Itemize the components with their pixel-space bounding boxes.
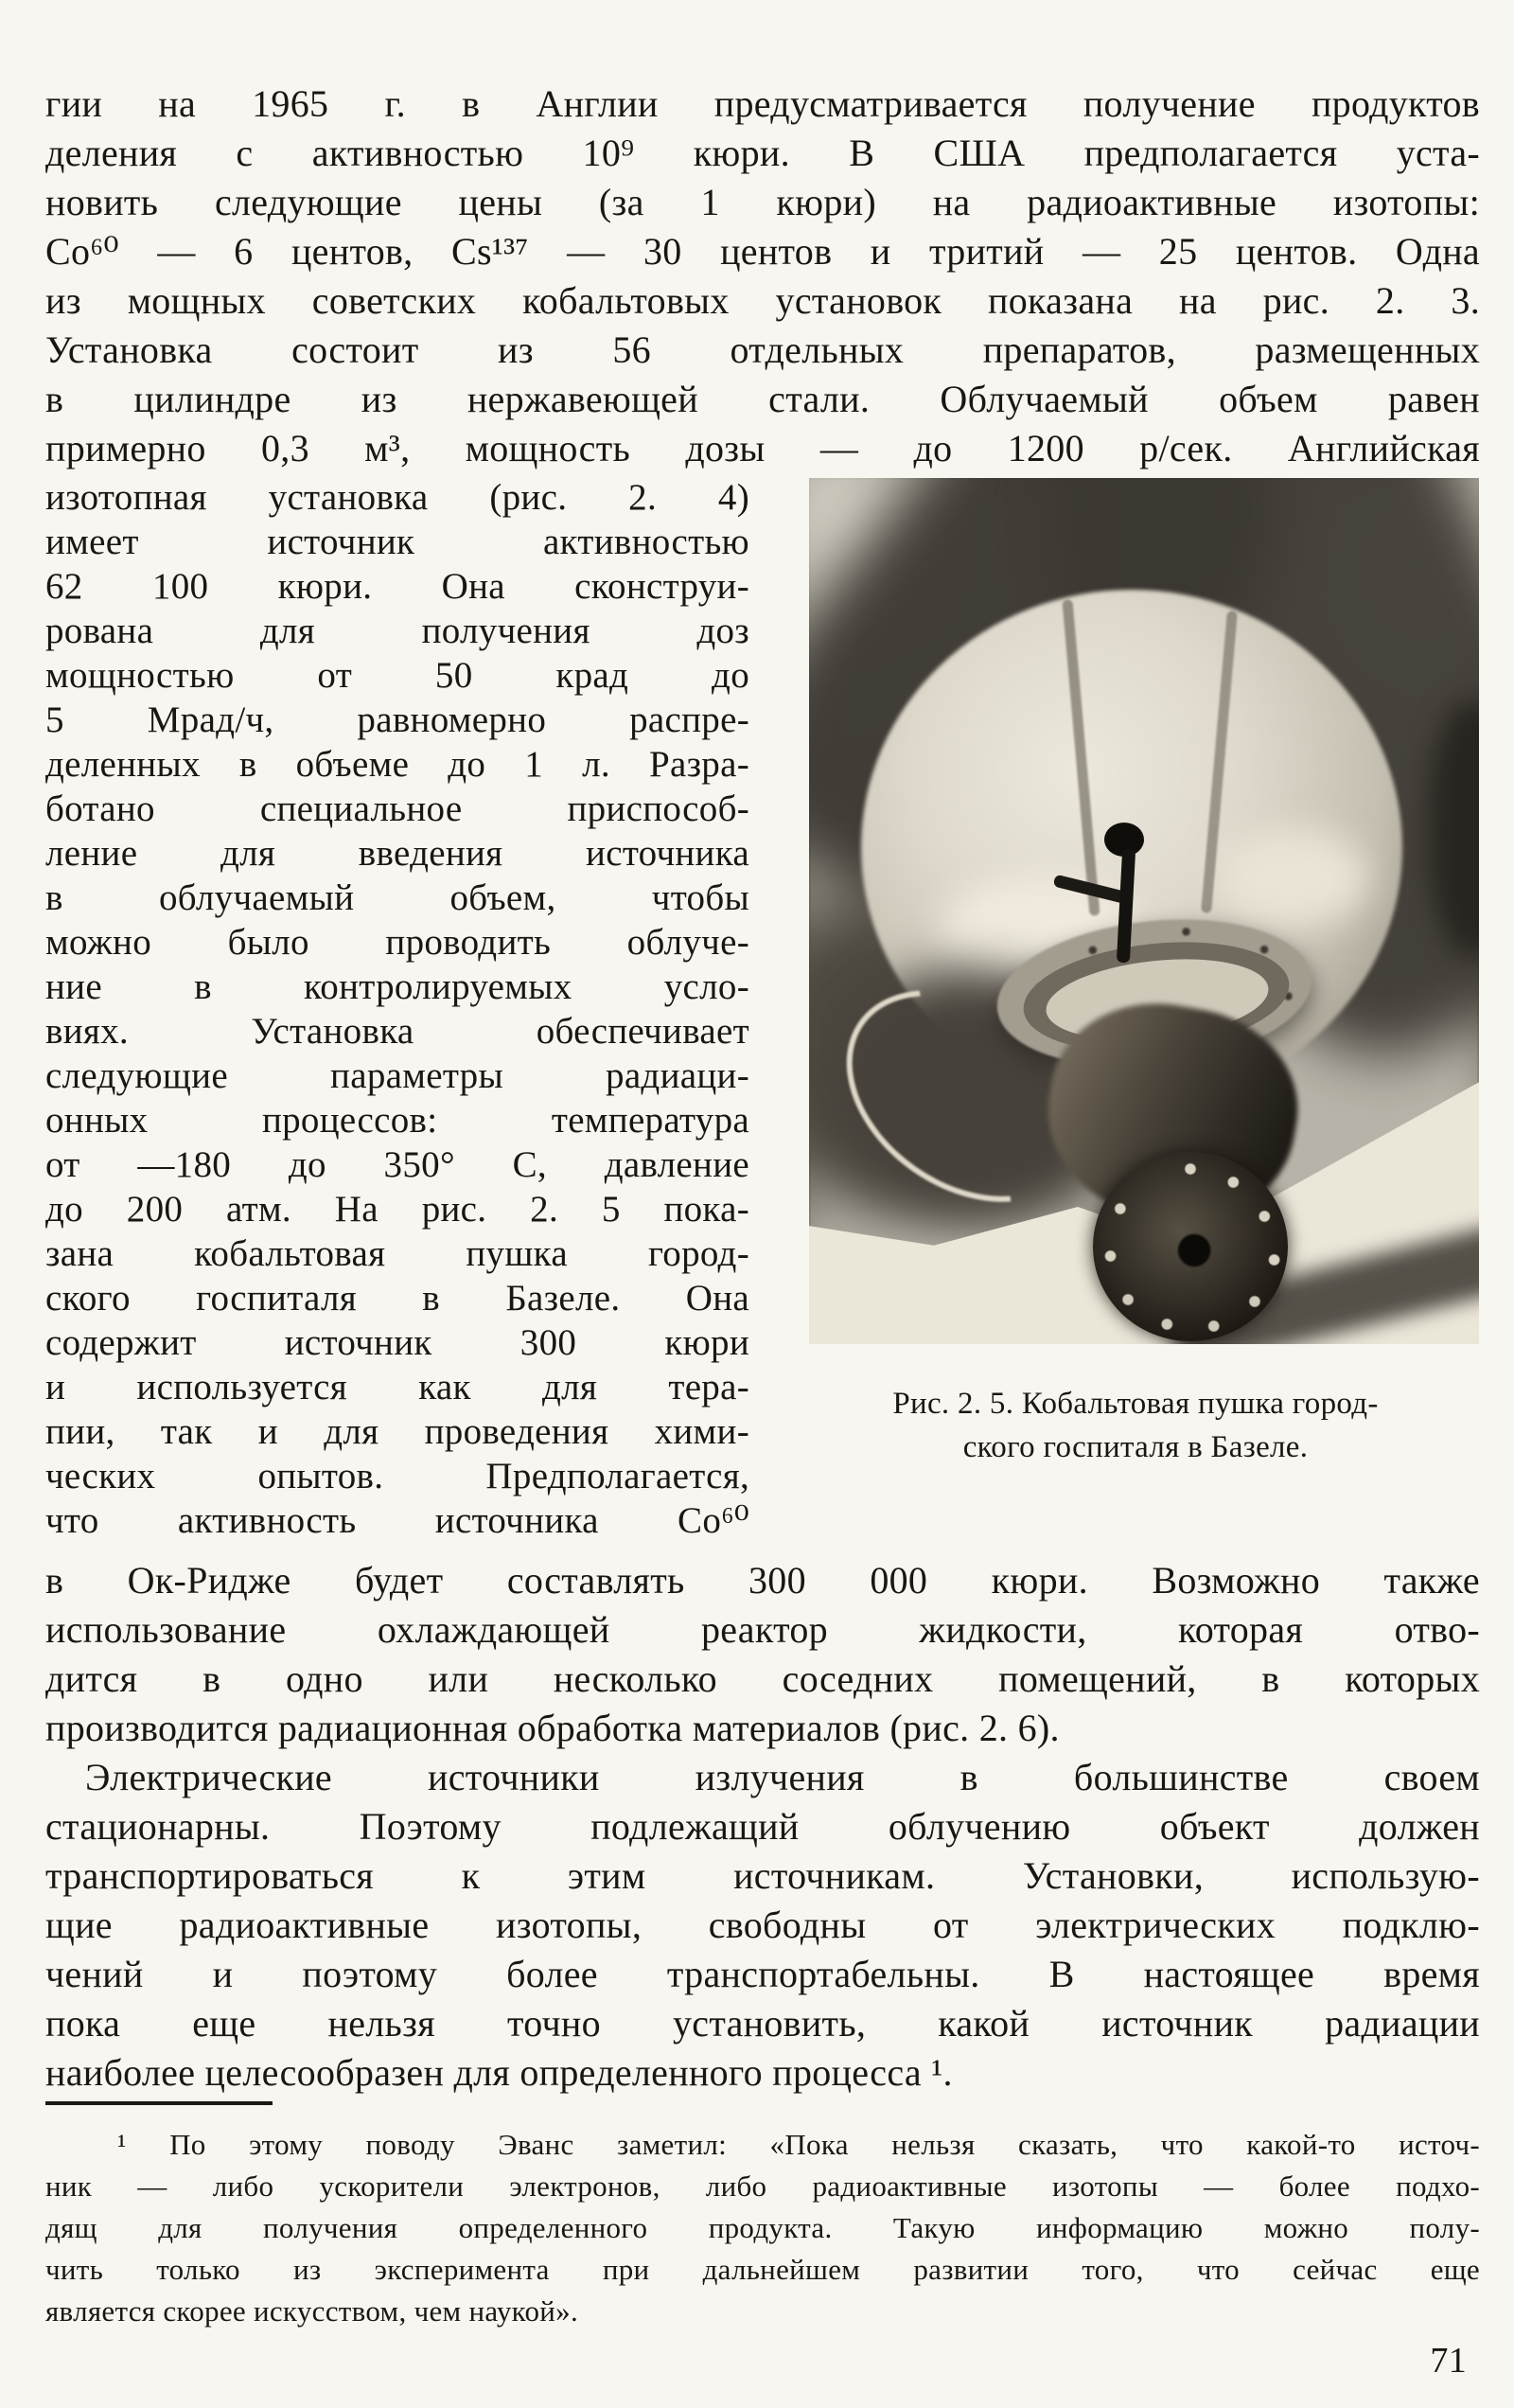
text-line: гии на 1965 г. в Англии предусматривается получение продуктов [45, 82, 1480, 125]
text-line: изотопная установка (рис. 2. 4) [45, 477, 749, 518]
text-line: деления с активностью 10⁹ кюри. В США предполагается уста- [45, 132, 1480, 174]
text-line: транспортироваться к этим источникам. Установки, использую- [45, 1854, 1480, 1897]
cobalt-gun-photo [809, 478, 1479, 1344]
second-paragraph [45, 1753, 1480, 2098]
footnote-line: является скорее искусством, чем наукой». [45, 2294, 578, 2328]
text-line: Электрические источники излучения в большинстве своем [85, 1756, 1480, 1798]
text-line: из мощных советских кобальтовых установок показана на рис. 2. 3. [45, 279, 1480, 322]
text-line: от —180 до 350° С, давление [45, 1144, 749, 1185]
figure-caption-line: Рис. 2. 5. Кобальтовая пушка город- [892, 1387, 1379, 1421]
continuation-paragraph [45, 1556, 1480, 1753]
photo-sphere-highlight [1216, 828, 1367, 928]
text-line: мощностью от 50 крад до [45, 655, 749, 696]
text-line: щие радиоактивные изотопы, свободны от электрических подклю- [45, 1903, 1480, 1946]
footnote-line: дящ для получения определенного продукта. Такую информацию можно полу- [45, 2211, 1480, 2244]
footnote-line: ник — либо ускорители электронов, либо радиоактивные изотопы — более подхо- [45, 2169, 1480, 2203]
left-text-column [45, 475, 749, 1543]
text-line: следующие параметры радиаци- [45, 1055, 749, 1096]
text-line: содержит источник 300 кюри [45, 1322, 749, 1363]
page-number: 71 [1430, 2341, 1467, 2381]
text-line: чений и поэтому более транспортабельны. В настоящее время [45, 1953, 1480, 1995]
figure-caption-line: ского госпиталя в Базеле. [962, 1430, 1309, 1464]
text-line: ние в контролируемых усло- [45, 966, 749, 1007]
text-line: можно было проводить облуче- [45, 922, 749, 963]
text-line: зана кобальтовая пушка город- [45, 1233, 749, 1274]
text-line: ботано специальное приспособ- [45, 788, 749, 829]
text-line: деленных в объеме до 1 л. Разра- [45, 744, 749, 785]
text-line: Co⁶⁰ — 6 центов, Cs¹³⁷ — 30 центов и тритий — 25 центов. Одна [45, 230, 1480, 273]
text-line: производится радиационная обработка материалов (рис. 2. 6). [45, 1707, 1060, 1749]
photo-collimator-face [1093, 1152, 1288, 1341]
footnote [45, 2124, 1480, 2332]
text-line: рована для получения доз [45, 611, 749, 651]
text-line: и используется как для тера- [45, 1367, 749, 1408]
text-line: в облучаемый объем, чтобы [45, 877, 749, 918]
text-line: пии, так и для проведения хими- [45, 1411, 749, 1452]
text-line: наиболее целесообразен для определенного процесса ¹. [45, 2051, 953, 2094]
text-line: что активность источника Co⁶⁰ [45, 1500, 749, 1541]
text-line: Установка состоит из 56 отдельных препаратов, размещенных [45, 328, 1480, 371]
text-line: новить следующие цены (за 1 кюри) на радиоактивные изотопы: [45, 181, 1480, 223]
footnote-line: ¹ По этому поводу Эванс заметил: «Пока нельзя сказать, что какой-то источ- [117, 2128, 1480, 2161]
text-line: виях. Установка обеспечивает [45, 1011, 749, 1052]
figure-caption [787, 1382, 1484, 1469]
text-line: использование охлаждающей реактор жидкости, которая отво- [45, 1608, 1480, 1651]
text-line: ческих опытов. Предполагается, [45, 1456, 749, 1496]
text-line: стационарны. Поэтому подлежащий облучению объект должен [45, 1805, 1480, 1848]
top-paragraph [45, 80, 1480, 473]
text-line: пока еще нельзя точно установить, какой источник радиации [45, 2002, 1480, 2045]
text-line: имеет источник активностью [45, 522, 749, 562]
text-line: дится в одно или несколько соседних помещений, в которых [45, 1657, 1480, 1700]
footnote-line: чить только из эксперимента при дальнейшем развитии того, что сейчас еще [45, 2253, 1480, 2286]
text-line: в цилиндре из нержавеющей стали. Облучаемый объем равен [45, 378, 1480, 420]
text-line: до 200 атм. На рис. 2. 5 пока- [45, 1189, 749, 1230]
text-line: примерно 0,3 м³, мощность дозы — до 1200 р/сек. Английская [45, 427, 1480, 469]
text-line: ского госпиталя в Базеле. Она [45, 1278, 749, 1319]
footnote-separator-rule [45, 2101, 273, 2105]
text-line: онных процессов: температура [45, 1100, 749, 1141]
text-line: в Ок-Ридже будет составлять 300 000 кюри. Возможно также [45, 1559, 1480, 1602]
text-line: 62 100 кюри. Она сконструи- [45, 566, 749, 607]
text-line: ление для введения источника [45, 833, 749, 874]
text-line: 5 Мрад/ч, равномерно распре- [45, 699, 749, 740]
